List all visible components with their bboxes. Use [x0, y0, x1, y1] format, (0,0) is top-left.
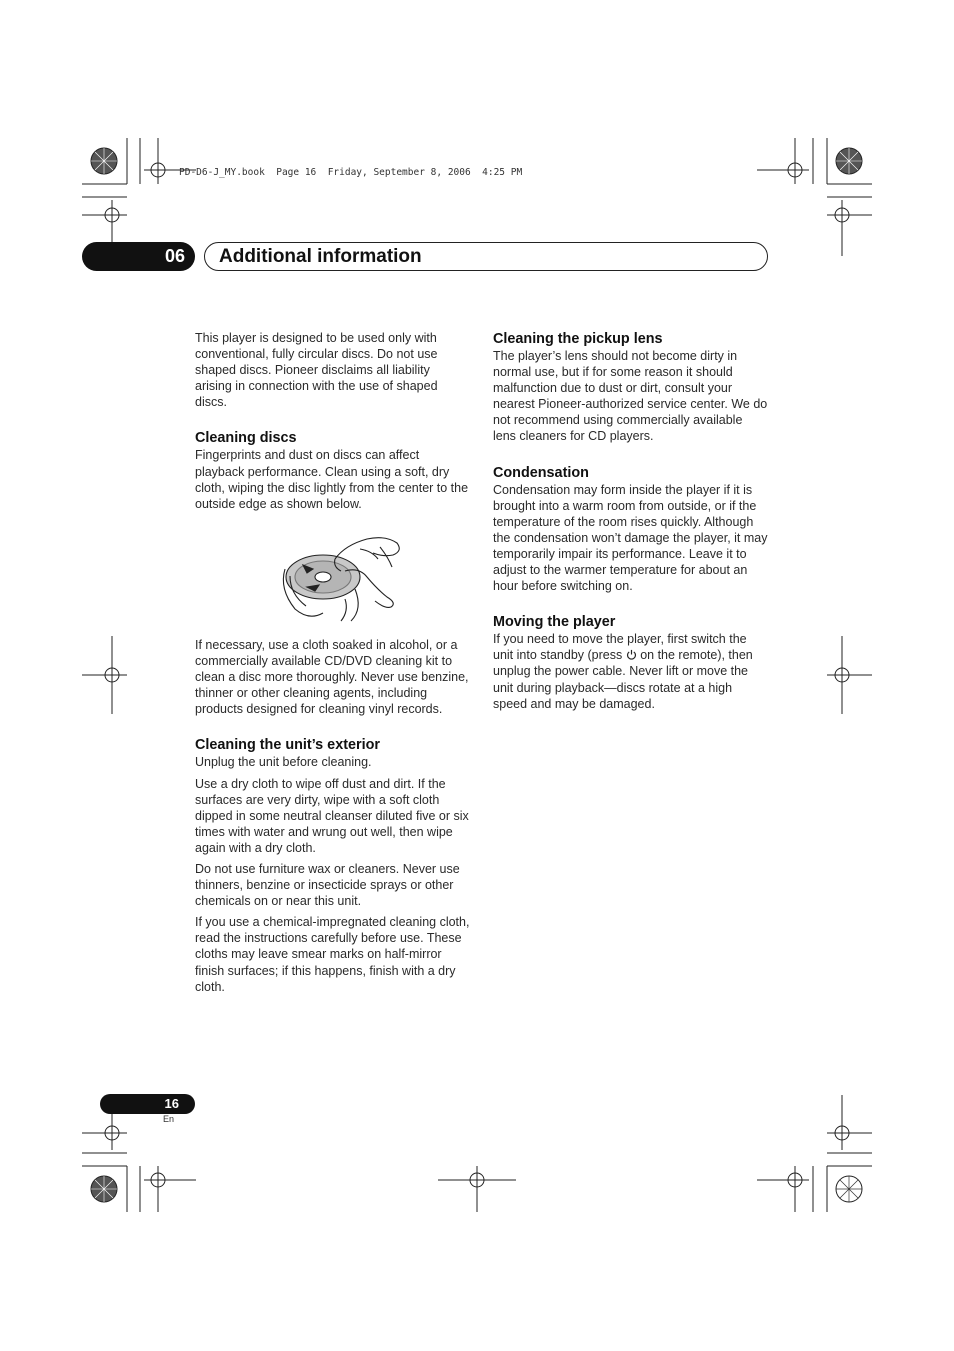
moving-player-paragraph: [493, 631, 768, 711]
crosshair-mark: [757, 1166, 809, 1212]
chapter-title: Additional information: [219, 246, 422, 267]
intro-paragraph: This player is designed to be used only with conventional, fully circular discs. Do not use shaped discs. Pioneer disclaims all liability arising in connection with the use of shaped discs.: [195, 331, 438, 410]
crosshair-mark: [827, 1095, 872, 1150]
starburst-mark-tl: [91, 148, 117, 174]
cleaning-exterior-paragraph-3: Do not use furniture wax or cleaners. Never use thinners, benzine or insecticide sprays or other chemicals on or near this unit.: [195, 861, 460, 909]
crosshair-mark: [438, 1166, 516, 1212]
cleaning-exterior-paragraph-4: If you use a chemical-impregnated cleaning cloth, read the instructions carefully before use. These cloths may leave smear marks on half-mirror finish surfaces; if this happens, finish with a dry cloth.: [195, 915, 470, 994]
moving-player-text-1: If you need to move the player, first switch the unit into standby (press: [493, 632, 747, 663]
cleaning-discs-paragraph-2: If necessary, use a cloth soaked in alcohol, or a commercially available CD/DVD cleaning kit to clean a disc more thoroughly. Never use benzine, thinner or other cleaning agents, including products designed for cleaning vinyl records.: [195, 637, 469, 717]
pickup-lens-heading: Cleaning the pickup lens: [493, 331, 663, 347]
moving-player-heading: Moving the player: [493, 614, 616, 631]
cleaning-exterior-paragraph-1: Unplug the unit before cleaning.: [195, 755, 372, 770]
chapter-number-badge: 06: [82, 242, 195, 271]
cleaning-discs-heading: Cleaning discs: [195, 430, 297, 447]
left-column: [195, 330, 470, 1000]
standby-power-icon: [626, 649, 637, 660]
pickup-lens-paragraph: The player’s lens should not become dirty in normal use, but if for some reason it should malfunction due to dust or dirt, consult your nearest Pioneer-authorized service center. We do not recommend using commercially available lens cleaners for CD players.: [493, 349, 768, 444]
cleaning-exterior-paragraph-2: Use a dry cloth to wipe off dust and dirt. If the surfaces are very dirty, wipe with a soft cloth dipped in some neutral cleanser diluted five or six times with water and wrung out well, then wipe again with a dry cloth.: [195, 776, 469, 855]
page-number-badge: 16: [100, 1094, 195, 1114]
cleaning-discs-paragraph: Fingerprints and dust on discs can affect playback performance. Clean using a soft, dry cloth, wiping the disc lightly from the center to the outside edge as shown below.: [195, 448, 469, 511]
page-language: En: [163, 1114, 175, 1124]
chapter-title-box: [204, 242, 768, 271]
crosshair-mark: [144, 1166, 196, 1212]
disc-cleaning-illustration: [195, 529, 470, 623]
crosshair-mark: [757, 138, 809, 184]
crosshair-mark: [827, 200, 872, 256]
condensation-heading: Condensation: [493, 464, 589, 481]
crosshair-mark: [827, 636, 872, 714]
right-column: [493, 330, 768, 717]
starburst-mark-tr: [836, 148, 862, 174]
cleaning-exterior-heading: Cleaning the unit’s exterior: [195, 737, 380, 754]
print-header: PD-D6-J_MY.book Page 16 Friday, September 8, 2006 4:25 PM: [179, 167, 523, 178]
condensation-paragraph: Condensation may form inside the player if it is brought into a warm room from outside, or if the temperature of the room rises quickly. Although the condensation won’t damage the player, it may temporarily impair its performance. Leave it to adjust to the warmer temperature for about an hour before switching on.: [493, 482, 768, 594]
starburst-mark-br: [836, 1176, 862, 1202]
crosshair-mark: [82, 636, 127, 714]
starburst-mark-bl: [91, 1176, 117, 1202]
moving-player-text-2: on the remote), then unplug the power cable. Never lift or move the unit during playback—discs rotate at a high speed and may be damaged.: [493, 648, 753, 711]
